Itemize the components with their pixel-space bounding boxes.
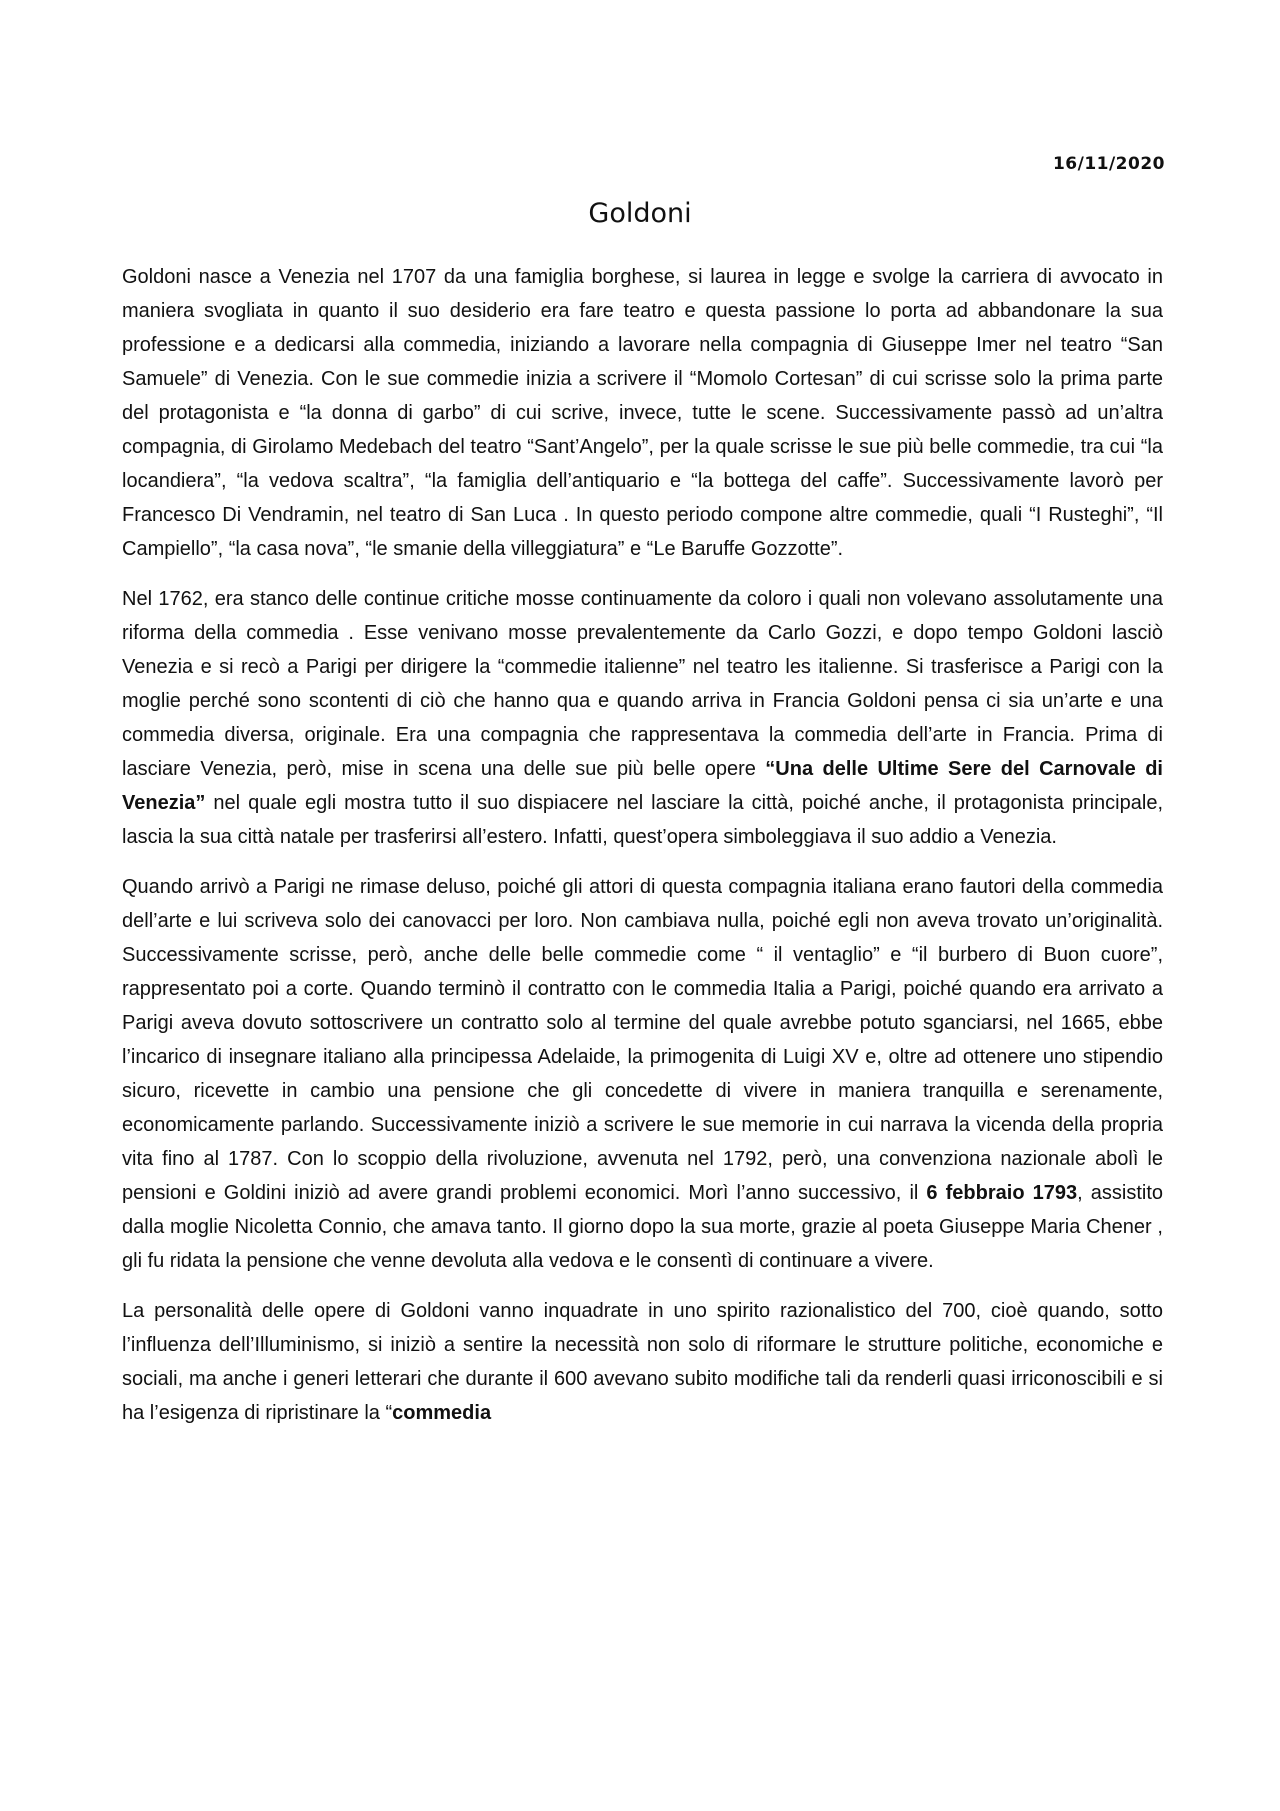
paragraph-2-text-before: Nel 1762, era stanco delle continue critiche mosse continuamente da coloro i quali non volevano assolutamente una riforma della commedia . Esse venivano mosse prevalentemente da Carlo Gozzi, e dopo tempo Goldoni lasciò Venezia e si recò a Parigi per dirigere la “commedie italienne” nel teatro les italienne. Si trasferisce a Parigi con la moglie perché sono scontenti di ciò che hanno qua e quando arriva in Francia Goldoni pensa ci sia un’arte e una commedia diversa, originale. Era una compagnia che rappresentava la commedia dell’arte in Francia. Prima di lasciare Venezia, però, mise in scena una delle sue più belle opere	[122, 588, 1163, 780]
paragraph-4-text-before: La personalità delle opere di Goldoni vanno inquadrate in uno spirito razionalistico del 700, cioè quando, sotto l’influenza dell’Illuminismo, si iniziò a sentire la necessità non solo di riformare le strutture politiche, economiche e sociali, ma anche i generi letterari che durante il 600 avevano subito modifiche tali da renderli quasi irriconoscibili e si ha l’esigenza di ripristinare la “	[122, 1300, 1163, 1424]
paragraph-3	[122, 870, 1163, 1278]
paragraph-3-text-before: Quando arrivò a Parigi ne rimase deluso, poiché gli attori di questa compagnia italiana erano fautori della commedia dell’arte e lui scriveva solo dei canovacci per loro. Non cambiava nulla, poiché egli non aveva trovato un’originalità. Successivamente scrisse, però, anche delle belle commedie come “ il ventaglio” e “il burbero di Buon cuore”, rappresentato poi a corte. Quando terminò il contratto con le commedia Italia a Parigi, poiché quando era arrivato a Parigi aveva dovuto sottoscrivere un contratto solo al termine del quale avrebbe potuto sganciarsi, nel 1665, ebbe l’incarico di insegnare italiano alla principessa Adelaide, la primogenita di Luigi XV e, oltre ad ottenere uno stipendio sicuro, ricevette in cambio una pensione che gli concedette di vivere in maniera tranquilla e serenamente, economicamente parlando. Successivamente iniziò a scrivere le sue memorie in cui narrava la vicenda della propria vita fino al 1787. Con lo scoppio della rivoluzione, avvenuta nel 1792, però, una convenziona nazionale abolì le pensioni e Goldini iniziò ad avere grandi problemi economici. Morì l’anno successivo, il	[122, 876, 1163, 1204]
paragraph-4-bold-term: commedia	[392, 1402, 492, 1424]
paragraph-2-bold-title: “Una delle Ultime Sere del Carnovale di Venezia”	[122, 758, 1163, 814]
paragraph-2	[122, 582, 1163, 854]
paragraph-1-text: Goldoni nasce a Venezia nel 1707 da una famiglia borghese, si laurea in legge e svolge la carriera di avvocato in maniera svogliata in quanto il suo desiderio era fare teatro e questa passione lo porta ad abbandonare la sua professione e a dedicarsi alla commedia, iniziando a lavorare nella compagnia di Giuseppe Imer nel teatro “San Samuele” di Venezia. Con le sue commedie inizia a scrivere il “Momolo Cortesan” di cui scrisse solo la prima parte del protagonista e “la donna di garbo” di cui scrive, invece, tutte le scene. Successivamente passò ad un’altra compagnia, di Girolamo Medebach del teatro “Sant’Angelo”, per la quale scrisse le sue più belle commedie, tra cui “la locandiera”, “la vedova scaltra”, “la famiglia dell’antiquario e “la bottega del caffe”. Successivamente lavorò per Francesco Di Vendramin, nel teatro di San Luca . In questo periodo compone altre commedie, quali “I Rusteghi”, “Il Campiello”, “la casa nova”, “le smanie della villeggiatura” e “Le Baruffe Gozzotte”.	[122, 266, 1163, 560]
document-body	[122, 260, 1163, 1446]
document-title: Goldoni	[588, 198, 692, 229]
paragraph-3-text-after: , assistito dalla moglie Nicoletta Connio, che amava tanto. Il giorno dopo la sua morte, grazie al poeta Giuseppe Maria Chener , gli fu ridata la pensione che venne devoluta alla vedova e le consentì di continuare a vivere.	[122, 1182, 1164, 1272]
document-date: 16/11/2020	[1052, 154, 1165, 174]
paragraph-4	[122, 1294, 1163, 1430]
paragraph-1	[122, 260, 1163, 566]
paragraph-2-text-after: nel quale egli mostra tutto il suo dispiacere nel lasciare la città, poiché anche, il protagonista principale, lascia la sua città natale per trasferirsi all’estero. Infatti, quest’opera simboleggiava il suo addio a Venezia.	[122, 792, 1163, 848]
paragraph-3-bold-date: 6 febbraio 1793	[926, 1182, 1078, 1204]
